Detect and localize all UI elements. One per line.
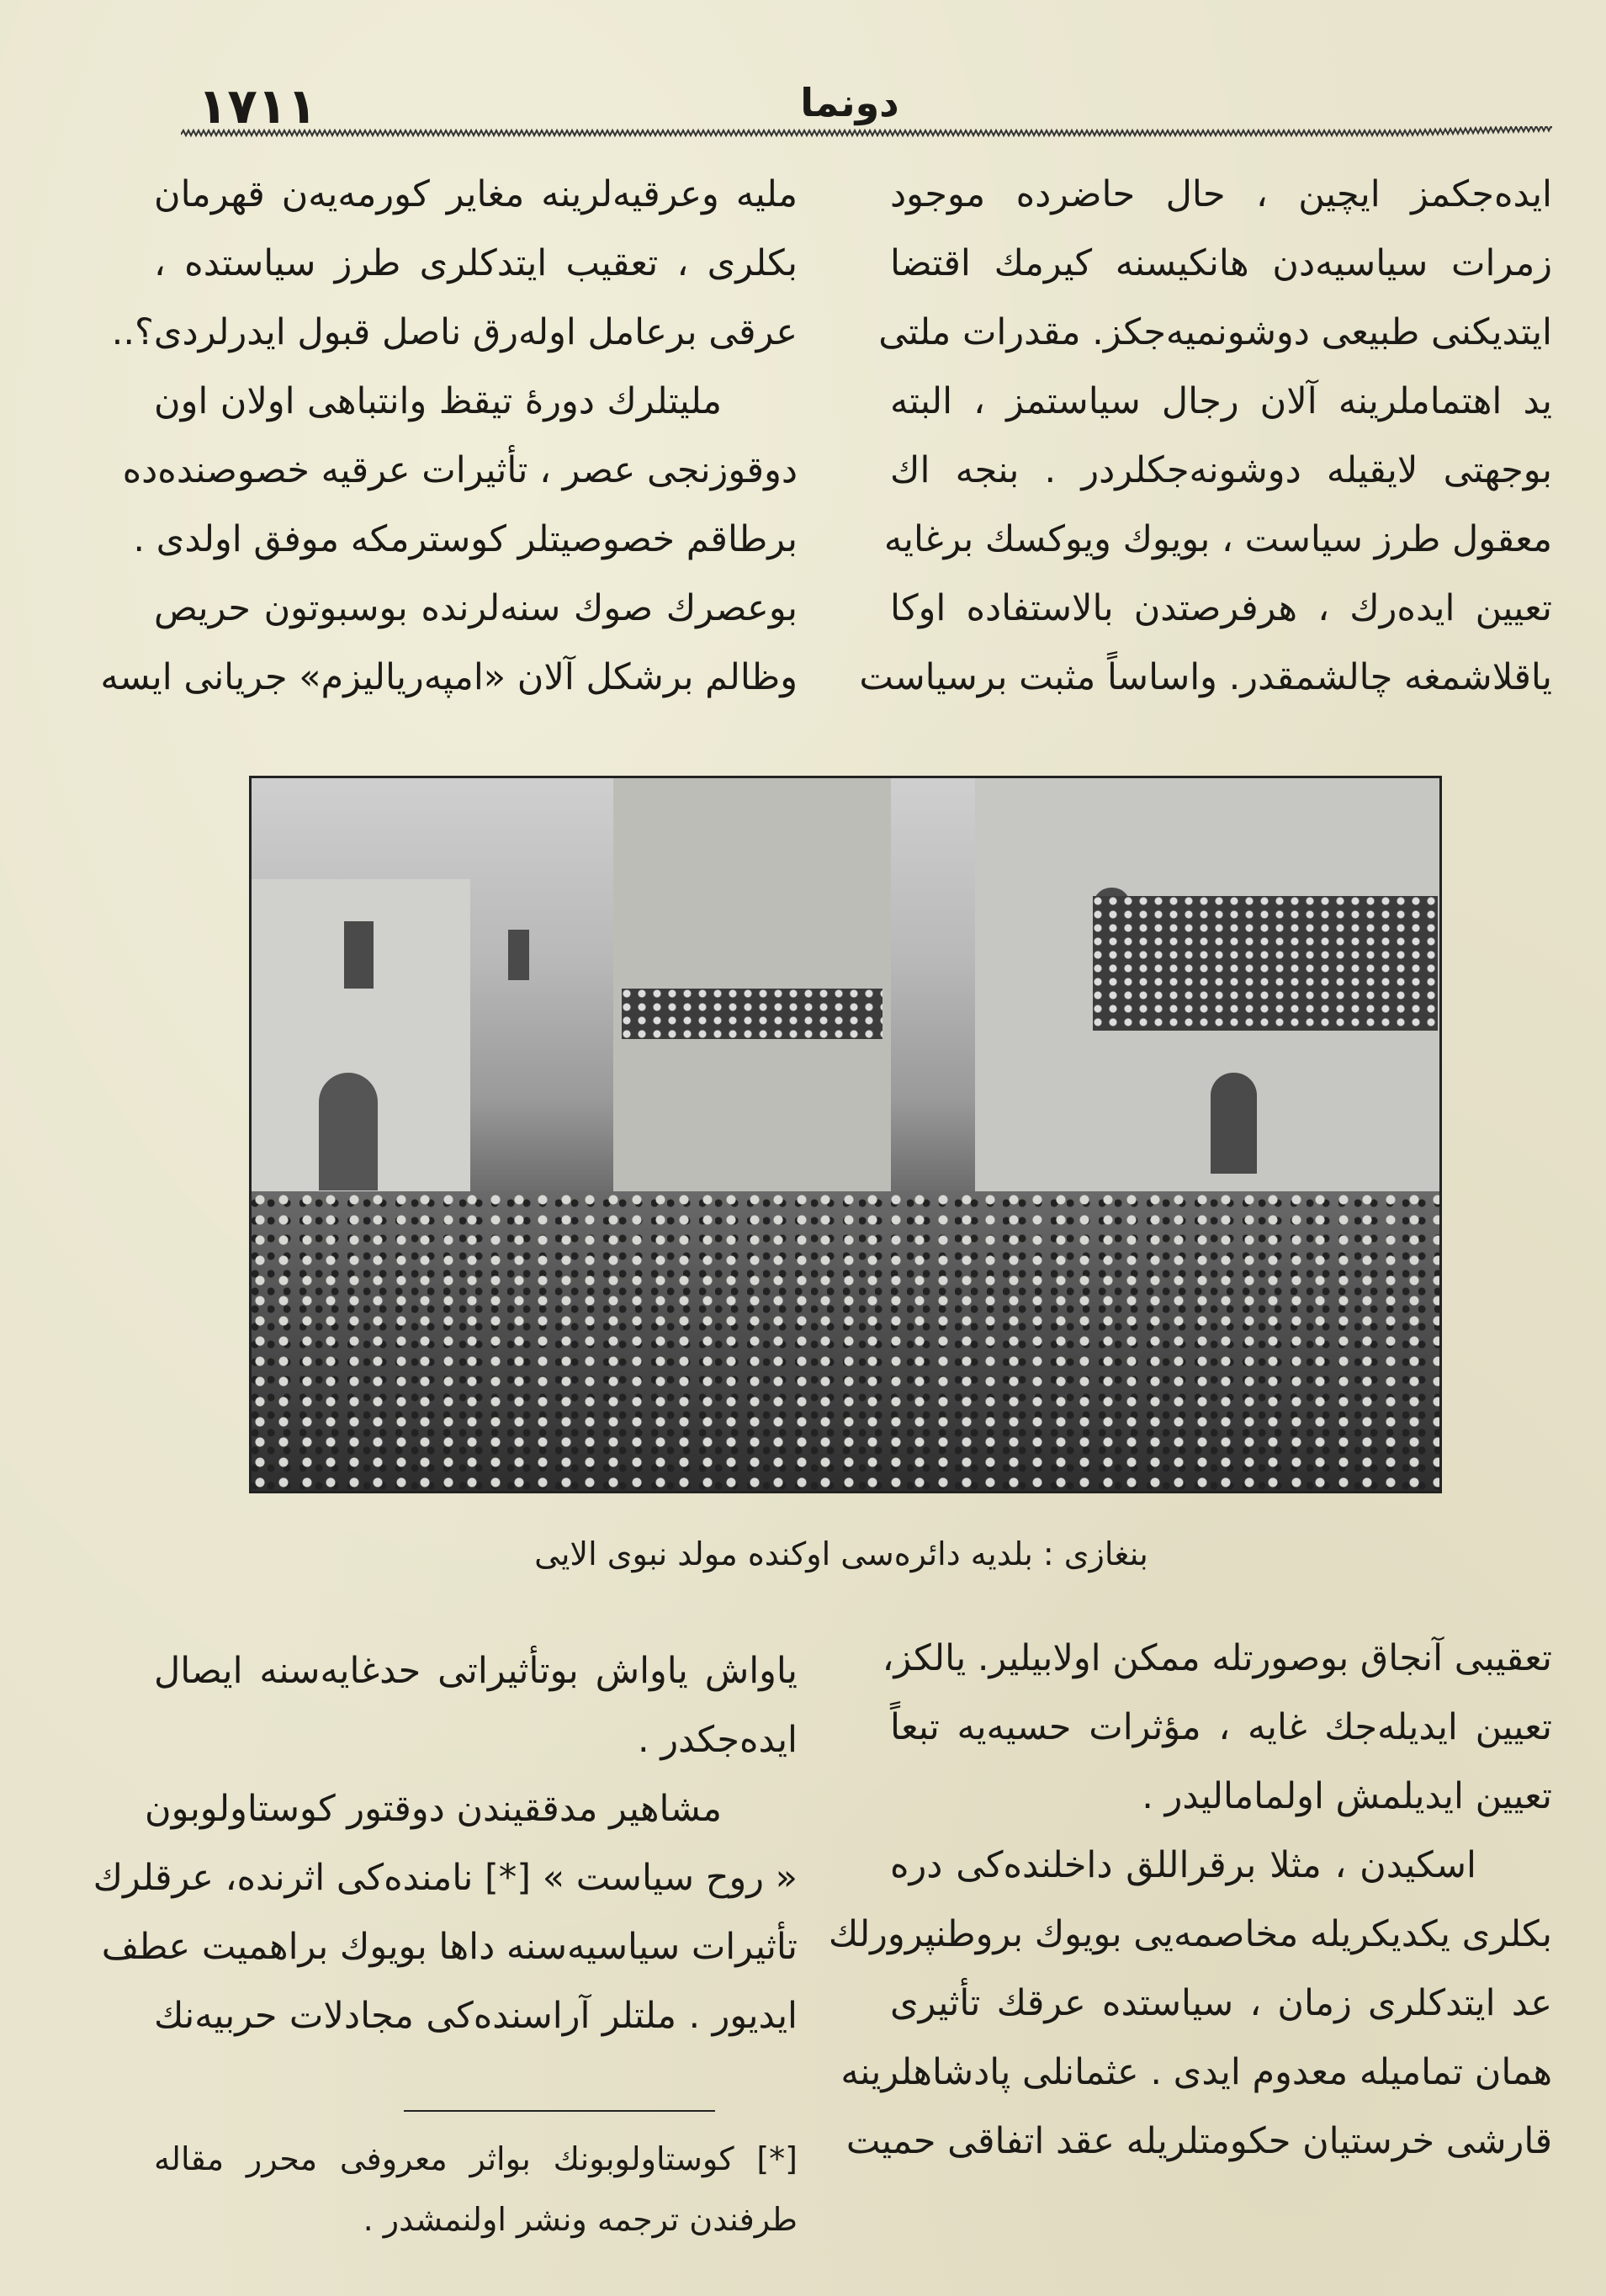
- footnote-line: [*] کوستاولوبونك بواثر معروفی محرر مقاله: [154, 2140, 798, 2177]
- text-line: ایدیور . ملتلر آراسنده‌کی مجادلات حربیه‌نك: [154, 1995, 798, 2037]
- text-line: تأثیرات سیاسیه‌سنه داها بویوك براهمیت عطف: [101, 1926, 798, 1968]
- text-line: بوجهتی لایقیله دوشونه‌جکلردر . بنجه اك: [890, 449, 1552, 491]
- text-line: ایده‌جکدر .: [637, 1719, 798, 1761]
- text-line: وظالم برشکل آلان «امپه‌ریالیزم» جریانی ایسه: [100, 656, 798, 698]
- text-line: یاقلاشمغه چالشمقدر. واساساً مثبت برسیاست: [859, 656, 1552, 698]
- window: [508, 930, 529, 980]
- text-line: دوقوزنجی عصر ، تأثیرات عرقیه خصوصنده‌ده: [122, 449, 798, 491]
- column-top-left: [100, 160, 798, 712]
- text-line: « روح سیاست » [*] نامنده‌کی اثرنده، عرقلرك: [93, 1857, 798, 1899]
- footnote: [154, 2129, 798, 2250]
- text-line: تعیین ایده‌رك ، هرفرصتدن بالاستفاده اوکا: [890, 587, 1552, 629]
- window: [344, 921, 374, 989]
- text-line: تعیین ایدیلمش اولمامالیدر .: [1142, 1775, 1552, 1817]
- text-line: ملیه وعرقیه‌لرینه مغایر کورمه‌یه‌ن قهرمان: [154, 173, 798, 215]
- balcony-crowd: [622, 989, 883, 1039]
- text-line: ید اهتماملرینه آلان رجال سیاستمز ، البته: [890, 380, 1552, 422]
- text-line: بوعصرك صوك سنه‌لرنده بوسبوتون حریص: [154, 587, 798, 629]
- column-bottom-right: [828, 1624, 1552, 2176]
- text-line: بکلری یکدیکریله مخاصمه‌یی بویوك بروطنپرورلك: [828, 1913, 1552, 1955]
- page-number: ١٧١١: [198, 77, 317, 135]
- photo-caption: بنغازی : بلدیه دائره‌سی اوکنده مولد نبوی الایی: [534, 1535, 1148, 1572]
- text-line: معقول طرز سیاست ، بویوك ویوکسك برغایه: [883, 518, 1552, 560]
- column-top-right: [859, 160, 1552, 712]
- text-line: زمرات سیاسیه‌دن هانکیسنه کیرمك اقتضا: [890, 242, 1552, 284]
- text-line: ایده‌جکمز ایچین ، حال حاضرده موجود: [890, 173, 1552, 215]
- footnote-line: طرفندن ترجمه ونشر اولنمشدر .: [363, 2201, 798, 2238]
- window: [1211, 1073, 1257, 1174]
- footnote-rule: [404, 2110, 715, 2112]
- text-line: اسکیدن ، مثلا برقراللق داخلنده‌کی دره‌: [890, 1844, 1476, 1886]
- text-line: تعقیبی آنجاق بوصورتله ممکن اولابیلیر. یالکز،: [882, 1637, 1552, 1679]
- wavy-header-rule: [181, 126, 1552, 140]
- crowd: [252, 1191, 1439, 1491]
- terrace-crowd: [1093, 896, 1438, 1031]
- text-line: ایتدیکنی طبیعی دوشونمیه‌جکز. مقدرات ملتی: [878, 311, 1552, 353]
- text-line: برطاقم خصوصیتلر کوسترمکه موفق اولدی .: [133, 518, 798, 560]
- text-line: بکلری ، تعقیب ایتدکلری طرز سیاستده ،: [154, 242, 798, 284]
- text-line: عرقی برعامل اوله‌رق ناصل قبول ایدرلردی؟..: [111, 311, 798, 353]
- text-line: قارشی خرستیان حکومتلریله عقد اتفاقی حمیت: [845, 2120, 1552, 2162]
- text-line: مشاهیر مدققیندن دوقتور کوستاولوبون: [145, 1788, 722, 1830]
- column-bottom-left: [93, 1636, 798, 2050]
- text-line: عد ایتدکلری زمان ، سیاستده عرقك تأثیری: [890, 1982, 1552, 2024]
- text-line: ملیتلرك دورهٔ تیقظ وانتباهی اولان اون: [154, 380, 722, 422]
- text-line: همان تمامیله معدوم ایدی . عثمانلی پادشاهلرینه: [840, 2051, 1552, 2093]
- halftone-photo-crowd: [249, 776, 1442, 1493]
- doorway: [319, 1073, 378, 1190]
- running-title: دونما: [800, 80, 899, 125]
- text-line: یاواش یاواش بوتأثیراتی حدغایه‌سنه ایصال: [154, 1650, 798, 1692]
- text-line: تعیین ایدیله‌جك غایه ، مؤثرات حسیه‌یه تبعاً: [890, 1706, 1552, 1748]
